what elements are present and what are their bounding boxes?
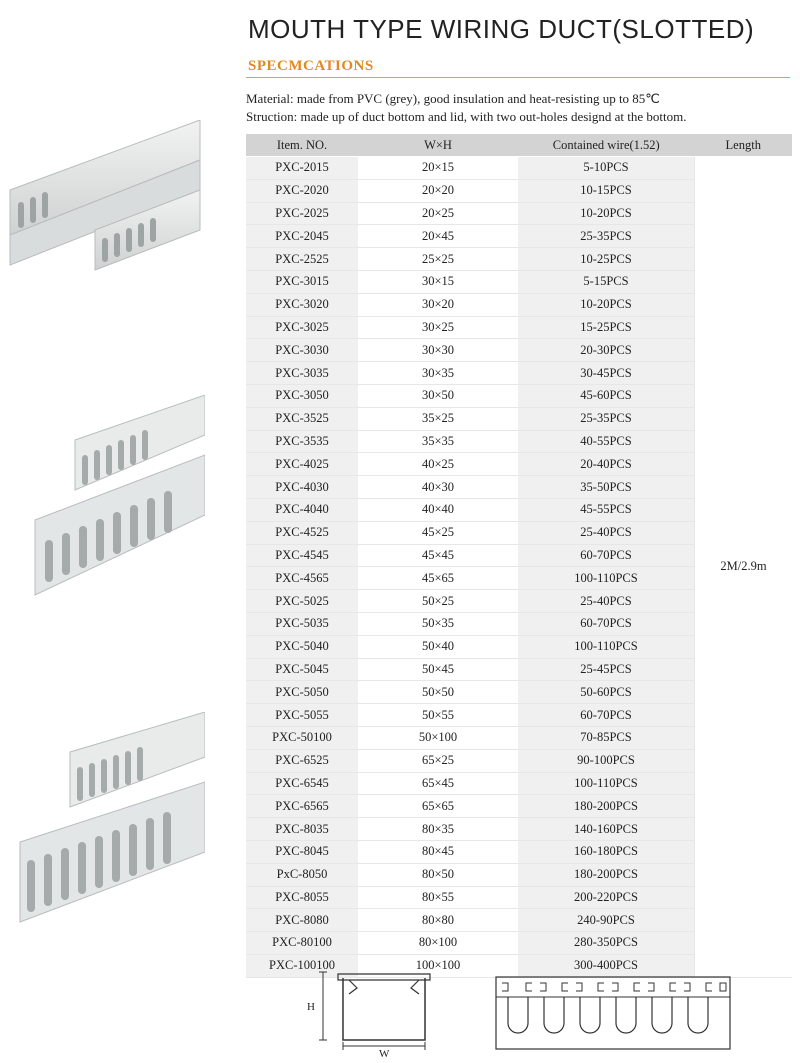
contained-wire-cell: 60-70PCS <box>518 544 695 567</box>
size-cell: 20×25 <box>358 202 518 225</box>
size-cell: 50×100 <box>358 726 518 749</box>
contained-wire-cell: 45-55PCS <box>518 498 695 521</box>
item-no-cell: PXC-50100 <box>246 726 358 749</box>
contained-wire-cell: 5-15PCS <box>518 270 695 293</box>
item-no-cell: PXC-5035 <box>246 612 358 635</box>
size-cell: 35×35 <box>358 430 518 453</box>
item-no-cell: PXC-6545 <box>246 772 358 795</box>
size-cell: 35×25 <box>358 407 518 430</box>
size-cell: 80×80 <box>358 909 518 932</box>
size-cell: 65×25 <box>358 749 518 772</box>
width-label: W <box>379 1048 390 1058</box>
size-cell: 30×50 <box>358 384 518 407</box>
contained-wire-cell: 90-100PCS <box>518 749 695 772</box>
contained-wire-cell: 15-25PCS <box>518 316 695 339</box>
item-no-cell: PXC-4025 <box>246 453 358 476</box>
item-no-cell: PXC-6525 <box>246 749 358 772</box>
size-cell: 80×50 <box>358 863 518 886</box>
item-no-cell: PXC-4525 <box>246 521 358 544</box>
contained-wire-cell: 300-400PCS <box>518 954 695 977</box>
contained-wire-cell: 100-110PCS <box>518 635 695 658</box>
item-no-cell: PXC-8035 <box>246 818 358 841</box>
contained-wire-cell: 40-55PCS <box>518 430 695 453</box>
material-text: Material: made from PVC (grey), good insulation and heat-resisting up to 85℃ <box>246 91 660 106</box>
item-no-cell: PXC-3015 <box>246 270 358 293</box>
item-no-cell: PXC-5050 <box>246 681 358 704</box>
item-no-cell: PXC-4565 <box>246 567 358 590</box>
item-no-cell: PXC-3535 <box>246 430 358 453</box>
item-no-cell: PXC-3020 <box>246 293 358 316</box>
item-no-cell: PXC-4030 <box>246 476 358 499</box>
contained-wire-cell: 60-70PCS <box>518 612 695 635</box>
size-cell: 50×50 <box>358 681 518 704</box>
contained-wire-cell: 10-20PCS <box>518 293 695 316</box>
struction-text: Struction: made up of duct bottom and lid, with two out-holes designd at the bottom. <box>246 109 687 124</box>
item-no-cell: PXC-5040 <box>246 635 358 658</box>
section-heading: SPECMCATIONS <box>248 58 374 74</box>
header-item-no: Item. NO. <box>246 134 358 157</box>
contained-wire-cell: 180-200PCS <box>518 863 695 886</box>
size-cell: 30×15 <box>358 270 518 293</box>
contained-wire-cell: 140-160PCS <box>518 818 695 841</box>
contained-wire-cell: 25-35PCS <box>518 407 695 430</box>
item-no-cell: PXC-8055 <box>246 886 358 909</box>
item-no-cell: PXC-2045 <box>246 225 358 248</box>
size-cell: 65×45 <box>358 772 518 795</box>
duct-photo-small <box>0 120 210 290</box>
duct-photo-medium <box>30 395 205 605</box>
contained-wire-cell: 280-350PCS <box>518 932 695 955</box>
contained-wire-cell: 30-45PCS <box>518 362 695 385</box>
size-cell: 20×45 <box>358 225 518 248</box>
item-no-cell: PXC-5045 <box>246 658 358 681</box>
contained-wire-cell: 70-85PCS <box>518 726 695 749</box>
size-cell: 80×55 <box>358 886 518 909</box>
table-header-row <box>246 134 792 157</box>
contained-wire-cell: 35-50PCS <box>518 476 695 499</box>
contained-wire-cell: 100-110PCS <box>518 567 695 590</box>
item-no-cell: PXC-3030 <box>246 339 358 362</box>
size-cell: 20×15 <box>358 157 518 180</box>
size-cell: 30×20 <box>358 293 518 316</box>
size-cell: 40×40 <box>358 498 518 521</box>
contained-wire-cell: 10-25PCS <box>518 248 695 271</box>
size-cell: 80×100 <box>358 932 518 955</box>
item-no-cell: PXC-100100 <box>246 954 358 977</box>
contained-wire-cell: 160-180PCS <box>518 840 695 863</box>
table-body <box>246 157 792 978</box>
size-cell: 50×25 <box>358 590 518 613</box>
item-no-cell: PXC-4040 <box>246 498 358 521</box>
contained-wire-cell: 45-60PCS <box>518 384 695 407</box>
item-no-cell: PxC-8050 <box>246 863 358 886</box>
size-cell: 100×100 <box>358 954 518 977</box>
contained-wire-cell: 180-200PCS <box>518 795 695 818</box>
contained-wire-cell: 20-40PCS <box>518 453 695 476</box>
item-no-cell: PXC-3525 <box>246 407 358 430</box>
contained-wire-cell: 10-20PCS <box>518 202 695 225</box>
table-row <box>246 157 792 180</box>
header-contained-wire: Contained wire(1.52) <box>518 134 695 157</box>
item-no-cell: PXC-8080 <box>246 909 358 932</box>
size-cell: 50×40 <box>358 635 518 658</box>
contained-wire-cell: 10-15PCS <box>518 179 695 202</box>
contained-wire-cell: 20-30PCS <box>518 339 695 362</box>
header-length: Length <box>695 134 793 157</box>
item-no-cell: PXC-4545 <box>246 544 358 567</box>
contained-wire-cell: 25-40PCS <box>518 521 695 544</box>
item-no-cell: PXC-2020 <box>246 179 358 202</box>
contained-wire-cell: 50-60PCS <box>518 681 695 704</box>
item-no-cell: PXC-3035 <box>246 362 358 385</box>
size-cell: 40×30 <box>358 476 518 499</box>
item-no-cell: PXC-3050 <box>246 384 358 407</box>
item-no-cell: PXC-8045 <box>246 840 358 863</box>
size-cell: 50×45 <box>358 658 518 681</box>
size-cell: 50×55 <box>358 704 518 727</box>
item-no-cell: PXC-5025 <box>246 590 358 613</box>
spec-table <box>246 134 792 978</box>
size-cell: 45×25 <box>358 521 518 544</box>
contained-wire-cell: 25-45PCS <box>518 658 695 681</box>
size-cell: 45×45 <box>358 544 518 567</box>
contained-wire-cell: 25-40PCS <box>518 590 695 613</box>
size-cell: 80×35 <box>358 818 518 841</box>
size-cell: 30×25 <box>358 316 518 339</box>
size-cell: 25×25 <box>358 248 518 271</box>
size-cell: 65×65 <box>358 795 518 818</box>
size-cell: 50×35 <box>358 612 518 635</box>
contained-wire-cell: 60-70PCS <box>518 704 695 727</box>
contained-wire-cell: 100-110PCS <box>518 772 695 795</box>
duct-photo-large <box>15 712 205 927</box>
cross-section-diagram <box>305 966 435 1058</box>
heading-rule <box>246 77 790 78</box>
slot-front-diagram <box>494 975 734 1051</box>
item-no-cell: PXC-5055 <box>246 704 358 727</box>
item-no-cell: PXC-2025 <box>246 202 358 225</box>
item-no-cell: PXC-6565 <box>246 795 358 818</box>
size-cell: 80×45 <box>358 840 518 863</box>
size-cell: 45×65 <box>358 567 518 590</box>
size-cell: 20×20 <box>358 179 518 202</box>
item-no-cell: PXC-2525 <box>246 248 358 271</box>
contained-wire-cell: 240-90PCS <box>518 909 695 932</box>
page-title: MOUTH TYPE WIRING DUCT(SLOTTED) <box>248 14 755 44</box>
height-label: H <box>307 1001 315 1013</box>
size-cell: 40×25 <box>358 453 518 476</box>
length-cell: 2M/2.9m <box>695 157 793 978</box>
item-no-cell: PXC-80100 <box>246 932 358 955</box>
contained-wire-cell: 25-35PCS <box>518 225 695 248</box>
contained-wire-cell: 200-220PCS <box>518 886 695 909</box>
contained-wire-cell: 5-10PCS <box>518 157 695 180</box>
size-cell: 30×30 <box>358 339 518 362</box>
header-size: W×H <box>358 134 518 157</box>
item-no-cell: PXC-3025 <box>246 316 358 339</box>
item-no-cell: PXC-2015 <box>246 157 358 180</box>
size-cell: 30×35 <box>358 362 518 385</box>
